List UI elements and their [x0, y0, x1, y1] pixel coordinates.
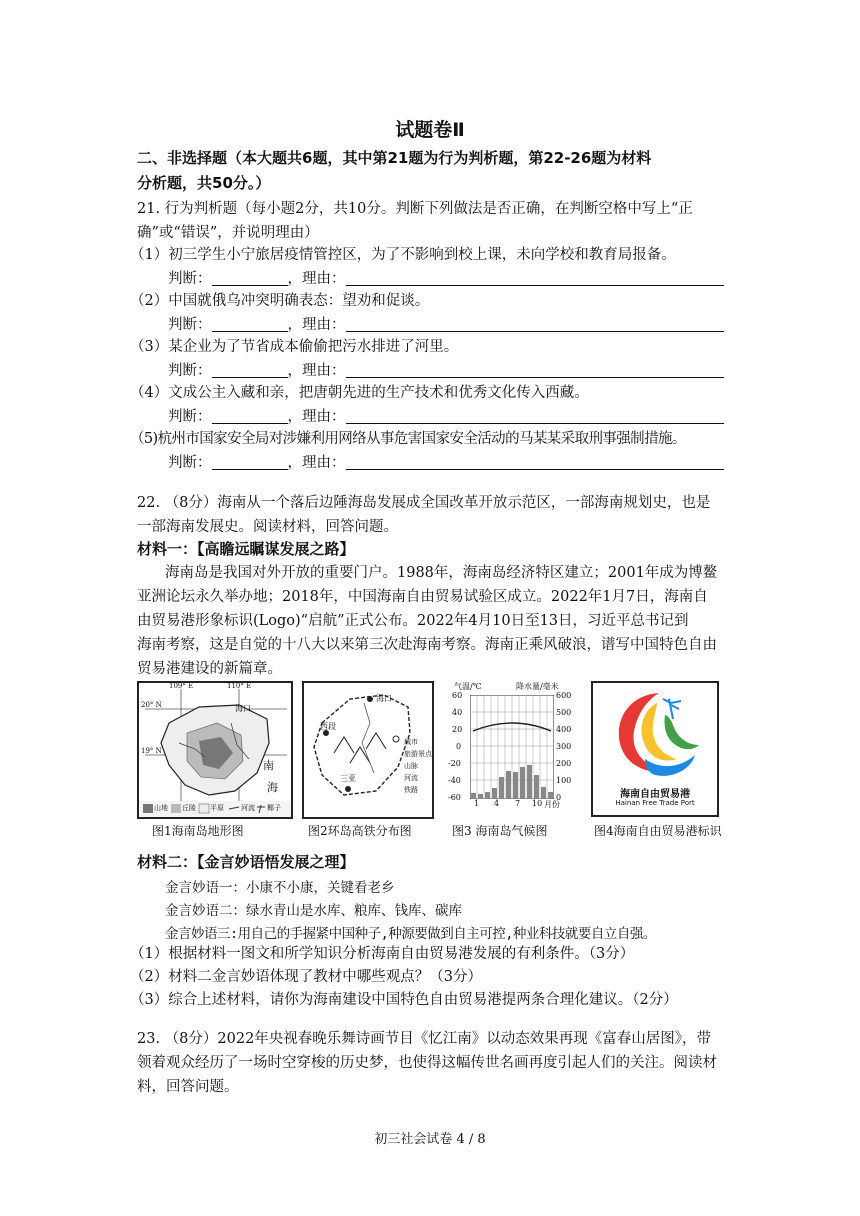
left-tick: -20	[448, 759, 461, 768]
x-unit: 月份	[544, 800, 560, 809]
q23-line: 23. （8分）2022年央视春晚乐舞诗画节目《忆江南》以动态效果再现《富春山居图》，带	[137, 1031, 712, 1047]
q22-subquestion: （1）根据材料一图文和所学知识分析海南自由贸易港发展的有利条件。（3分）	[130, 946, 635, 962]
fig3-caption: 图3 海南岛气候图	[452, 824, 548, 838]
golden-quote: 金言妙语二：绿水青山是水库、粮库、钱库、碳库	[165, 903, 462, 919]
left-tick: 0	[456, 742, 462, 751]
judge-label: 判断：	[168, 455, 212, 471]
golden-quote: 金言妙语三:用自己的手握紧中国种子,种源要做到自主可控,种业科技就要自立自强。	[165, 926, 656, 942]
q21-item-2: （2）中国就俄乌冲突明确表态：望劝和促谈。	[130, 293, 430, 309]
fig3-climate-chart	[446, 681, 578, 817]
material1-line: 亚洲论坛永久举办地；2018年，中国海南自由贸易试验区成立。2022年1月7日，海南自	[137, 589, 708, 605]
x-tick: 10	[532, 799, 543, 808]
terrain-map-icon	[139, 683, 291, 817]
right-tick: 0	[556, 793, 562, 802]
right-tick: 100	[556, 776, 572, 785]
fig2-rail-map	[302, 681, 434, 819]
q23-line: 料，回答问题。	[137, 1079, 239, 1095]
legend-label: 河流	[404, 774, 418, 782]
material1-line: 海南考察，这是自觉的十八大以来第三次赴海南考察。海南正乘风破浪，谱写中国特色自由	[137, 637, 717, 653]
judge-blank[interactable]	[212, 361, 288, 378]
x-tick: 1	[474, 799, 480, 808]
legend-label: 丘陵	[182, 804, 196, 812]
fig4-caption: 图4海南自由贸易港标识	[594, 824, 722, 838]
page-footer: 初三社会试卷 4 / 8	[374, 1132, 486, 1147]
fig1-terrain-map	[137, 681, 293, 819]
reason-blank[interactable]	[346, 453, 724, 470]
reason-blank[interactable]	[346, 407, 724, 424]
reason-blank[interactable]	[346, 315, 724, 332]
q21-item-5: （5)杭州市国家安全局对涉嫌利用网络从事危害国家安全活动的马某某采取刑事强制措施。	[130, 431, 686, 447]
right-tick: 600	[556, 691, 572, 700]
reason-blank[interactable]	[346, 361, 724, 378]
golden-quote: 金言妙语一：小康不小康，关键看老乡	[165, 880, 395, 896]
x-tick: 4	[494, 799, 500, 808]
reason-label: ，理由：	[287, 455, 346, 471]
hainan-ftp-logo-icon	[607, 689, 703, 781]
material1-line: 海南岛是我国对外开放的重要门户。1988年，海南岛经济特区建立；2001年成为博鳌	[165, 565, 718, 581]
q23-line: 领着观众经历了一场时空穿梭的历史梦，也使得这幅传世名画再度引起人们的关注。阅读材	[137, 1055, 717, 1071]
q22-subquestion: （3）综合上述材料，请你为海南建设中国特色自由贸易港提两条合理化建议。（2分）	[130, 992, 678, 1008]
right-tick: 300	[556, 742, 572, 751]
reason-blank[interactable]	[346, 269, 724, 286]
left-tick: 40	[452, 708, 463, 717]
material1-line: 贸易港建设的新篇章。	[137, 661, 282, 677]
q21-answer-row-1	[168, 267, 724, 288]
fig2-caption: 图2环岛高铁分布图	[308, 824, 412, 838]
legend-label: 铁路	[404, 786, 418, 794]
fig4-logo-box	[591, 681, 719, 817]
reason-label: ，理由：	[287, 363, 346, 379]
judge-label: 判断：	[168, 409, 212, 425]
legend-label: 椰子	[267, 804, 281, 812]
sea-label: 南	[263, 759, 274, 772]
city-label: 三亚	[340, 774, 356, 783]
logo-en-text: Hainan Free Trade Port	[615, 799, 695, 807]
right-tick: 500	[556, 708, 572, 717]
left-tick: -60	[448, 793, 461, 802]
city-label: 西段	[320, 722, 336, 731]
judge-label: 判断：	[168, 363, 212, 379]
sea-label: 海	[267, 781, 278, 794]
judge-blank[interactable]	[212, 315, 288, 332]
q21-intro-line1: 21. 行为判析题（每小题2分，共10分。判断下列做法是否正确，在判断空格中写上“正	[137, 201, 693, 217]
fig1-caption: 图1海南岛地形图	[152, 824, 244, 838]
climate-plot-icon	[470, 695, 554, 799]
reason-label: ，理由：	[287, 409, 346, 425]
section-heading-line2: 分析题，共50分。）	[137, 174, 271, 192]
material1-title: 材料一：【高瞻远瞩谋发展之路】	[137, 540, 355, 558]
climate-left-title: 气温/℃	[454, 682, 482, 691]
material2-title: 材料二：【金言妙语悟发展之理】	[137, 853, 355, 871]
q21-item-3: （3）某企业为了节省成本偷偷把污水排进了河里。	[130, 339, 459, 355]
legend-label: 山地	[154, 804, 168, 812]
lat-label: 20° N	[141, 701, 162, 709]
x-tick: 7	[515, 799, 521, 808]
right-tick: 400	[556, 725, 572, 734]
legend-label: 山脉	[404, 762, 418, 770]
reason-label: ，理由：	[287, 271, 346, 287]
judge-blank[interactable]	[212, 269, 288, 286]
q21-answer-row-3	[168, 359, 724, 380]
left-tick: 20	[452, 725, 463, 734]
lon-label: 109° E	[169, 682, 194, 690]
right-tick: 200	[556, 759, 572, 768]
q22-intro-line1: 22. （8分）海南从一个落后边陲海岛发展成全国改革开放示范区，一部海南规划史，也是	[137, 495, 711, 511]
q21-intro-line2: 确”或“错误”，并说明理由）	[137, 225, 319, 241]
lat-label: 19° N	[141, 747, 162, 755]
judge-blank[interactable]	[212, 407, 288, 424]
q22-intro-line2: 一部海南发展史。阅读材料，回答问题。	[137, 519, 398, 535]
reason-label: ，理由：	[287, 317, 346, 333]
material1-line: 由贸易港形象标识(Logo)“启航”正式公布。2022年4月10日至13日，习近平总书记到	[137, 613, 689, 629]
judge-blank[interactable]	[212, 453, 288, 470]
section-heading-line1: 二、非选择题（本大题共6题，其中第21题为行为判析题，第22-26题为材料	[137, 149, 652, 167]
left-tick: -40	[448, 776, 461, 785]
legend-label: 河流	[241, 804, 255, 812]
q21-item-4: （4）文成公主入藏和亲，把唐朝先进的生产技术和优秀文化传入西藏。	[130, 385, 589, 401]
legend-label: 城市	[404, 738, 418, 746]
logo-cn-text: 海南自由贸易港	[620, 789, 690, 800]
left-tick: 60	[452, 691, 463, 700]
q22-subquestion: （2）材料二金言妙语体现了教材中哪些观点？（3分）	[130, 969, 482, 985]
city-label: 海口	[235, 704, 251, 713]
q21-item-1: （1）初三学生小宁旅居疫情管控区，为了不影响到校上课，未向学校和教育局报备。	[130, 247, 676, 263]
judge-label: 判断：	[168, 271, 212, 287]
lon-label: 110° E	[227, 682, 252, 690]
q21-answer-row-4	[168, 405, 724, 426]
legend-label: 旅游景点	[404, 750, 432, 758]
city-label: 海口	[376, 694, 392, 703]
page-title: 试题卷Ⅱ	[395, 119, 465, 141]
judge-label: 判断：	[168, 317, 212, 333]
climate-right-title: 降水量/毫米	[516, 682, 559, 691]
q21-answer-row-5	[168, 451, 724, 472]
q21-answer-row-2	[168, 313, 724, 334]
legend-label: 平原	[210, 804, 224, 812]
